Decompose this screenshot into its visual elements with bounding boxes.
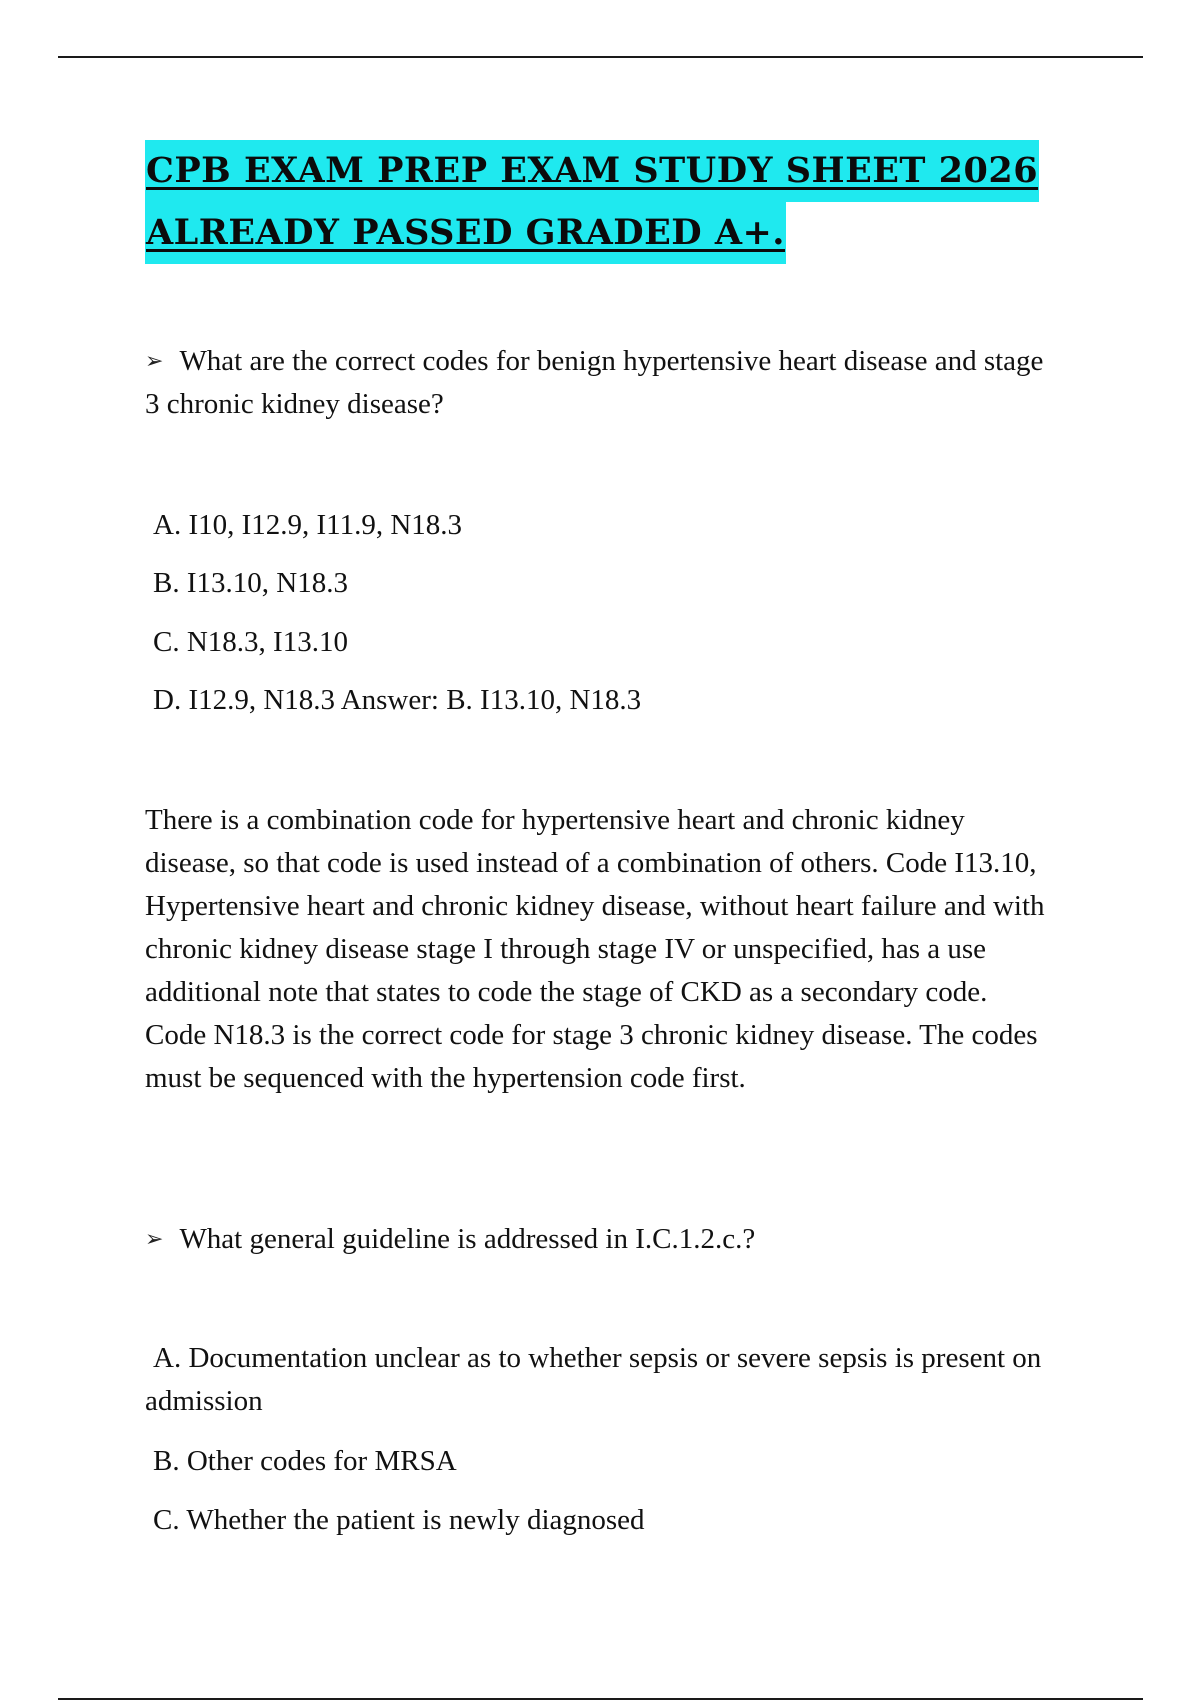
question-2-option-c: C. Whether the patient is newly diagnosed — [153, 1504, 645, 1536]
arrowhead-bullet-icon: ➢ — [145, 1227, 164, 1252]
question-1-option-c: C. N18.3, I13.10 — [153, 626, 348, 658]
document-title — [145, 140, 1045, 264]
question-2-option-a: A. Documentation unclear as to whether sepsis or severe sepsis is present on admission — [145, 1342, 1042, 1417]
question-2 — [145, 1218, 1055, 1261]
question-1-text: What are the correct codes for benign hypertensive heart disease and stage 3 chronic kidney disease? — [145, 345, 1044, 420]
question-1-option-d-answer: D. I12.9, N18.3 Answer: B. I13.10, N18.3 — [153, 684, 642, 716]
arrowhead-bullet-icon: ➢ — [145, 349, 164, 374]
top-rule — [58, 56, 1143, 58]
question-2-text: What general guideline is addressed in I.C.1.2.c.? — [179, 1223, 756, 1255]
title-line-1: CPB EXAM PREP EXAM STUDY SHEET 2026 — [145, 140, 1039, 202]
question-2-option-b: B. Other codes for MRSA — [153, 1445, 457, 1477]
question-1-option-a: A. I10, I12.9, I11.9, N18.3 — [153, 509, 463, 541]
question-1-option-b: B. I13.10, N18.3 — [153, 567, 348, 599]
title-line-2: ALREADY PASSED GRADED A+. — [145, 202, 786, 264]
question-1 — [145, 340, 1055, 426]
question-1-explanation: There is a combination code for hypertensive heart and chronic kidney disease, so that code is used instead of a combination of others. Code I13.10, Hypertensive heart and chronic kidney disease, without heart failure and with chronic kidney disease stage I through stage IV or unspecified, has a use additional note that states to code the stage of CKD as a secondary code. Code N18.3 is the correct code for stage 3 chronic kidney disease. The codes must be sequenced with the hypertension code first. — [145, 804, 1045, 1094]
